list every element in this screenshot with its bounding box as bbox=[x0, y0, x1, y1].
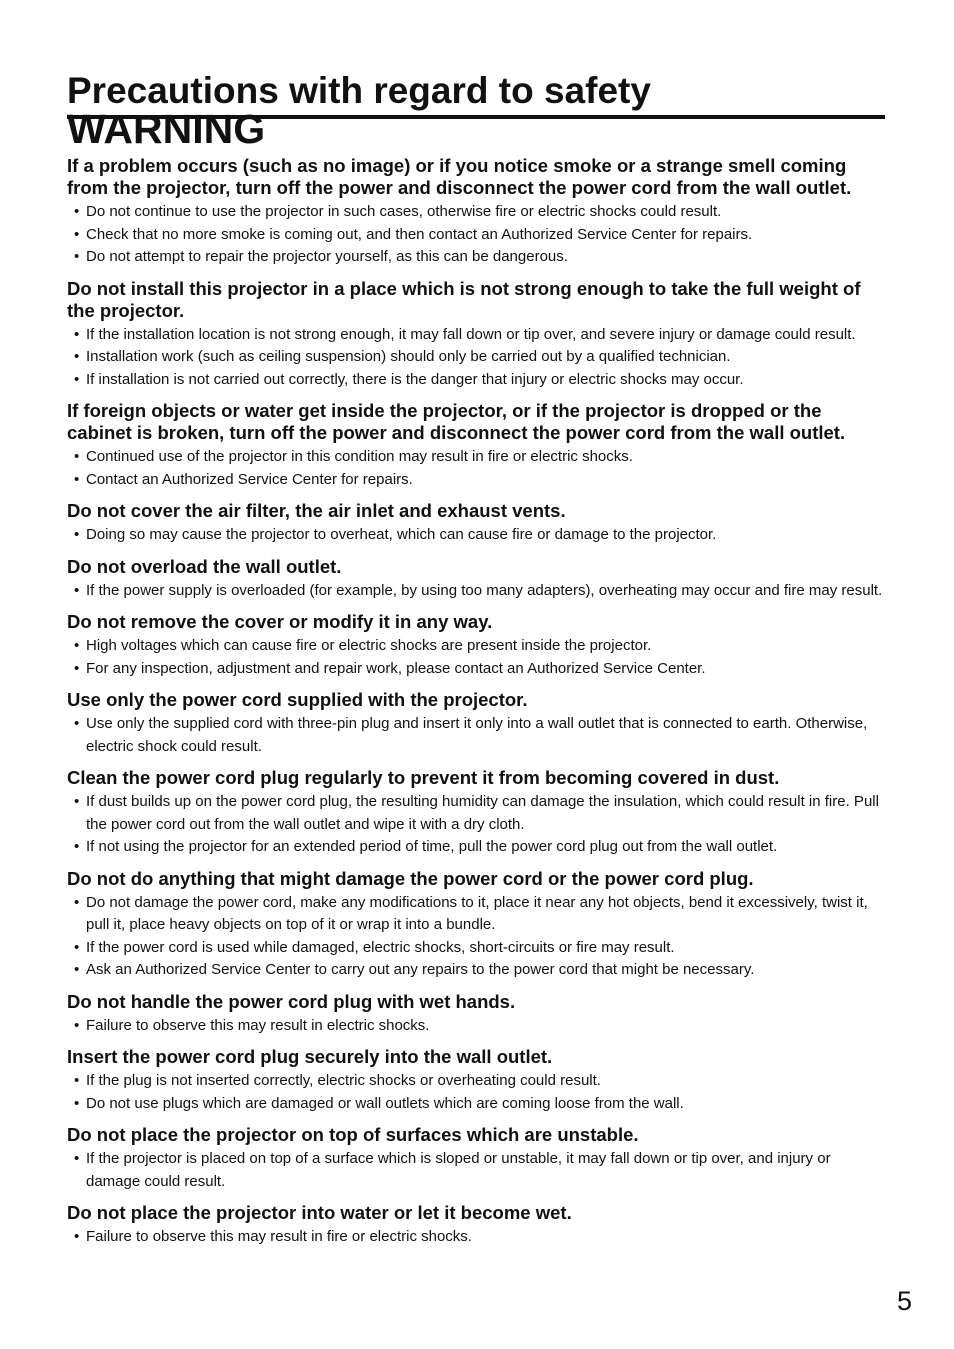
bullet-dot: • bbox=[74, 526, 80, 543]
bullet-text: High voltages which can cause fire or electric shocks are present inside the projector. bbox=[86, 637, 652, 654]
bullet-list bbox=[67, 580, 885, 603]
bullet-item bbox=[67, 346, 885, 369]
bullet-item bbox=[67, 1148, 885, 1193]
bullet-list bbox=[67, 1226, 885, 1249]
section-heading: If a problem occurs (such as no image) or if you notice smoke or a strange smell coming from the projector, turn off the power and disconnect the power cord from the wall outlet. bbox=[67, 155, 852, 198]
warning-section bbox=[67, 278, 885, 392]
bullet-item bbox=[67, 201, 885, 224]
section-heading: Do not do anything that might damage the power cord or the power cord plug. bbox=[67, 867, 754, 889]
bullet-dot: • bbox=[74, 1072, 80, 1089]
bullet-text: Do not use plugs which are damaged or wall outlets which are coming loose from the wall. bbox=[86, 1094, 684, 1112]
bullet-text: If installation is not carried out correctly, there is the danger that injury or electric shocks may occur. bbox=[86, 370, 744, 388]
bullet-dot: • bbox=[74, 715, 80, 732]
bullet-text: If the power supply is overloaded (for example, by using too many adapters), overheating may occur and fire may result. bbox=[86, 581, 883, 599]
bullet-dot: • bbox=[74, 203, 80, 220]
bullet-item bbox=[67, 1015, 885, 1038]
bullet-item bbox=[67, 836, 885, 859]
bullet-dot: • bbox=[74, 1150, 80, 1167]
section-heading: Do not place the projector on top of surfaces which are unstable. bbox=[67, 1124, 639, 1145]
bullet-item bbox=[67, 469, 885, 492]
bullet-dot: • bbox=[74, 838, 80, 855]
bullet-item bbox=[67, 524, 885, 547]
bullet-list bbox=[67, 201, 885, 269]
bullet-dot: • bbox=[74, 938, 80, 956]
bullet-item bbox=[67, 369, 885, 392]
section-heading: If foreign objects or water get inside the projector, or if the projector is dropped or the cabinet is broken, turn off the power and disconnect the power cord from the wall outlet. bbox=[67, 400, 846, 443]
section-heading: Do not overload the wall outlet. bbox=[67, 555, 342, 577]
bullet-item bbox=[67, 446, 885, 469]
bullet-text: If the plug is not inserted correctly, electric shocks or overheating could result. bbox=[86, 1072, 601, 1089]
bullet-dot: • bbox=[74, 348, 80, 365]
bullet-text: Ask an Authorized Service Center to carry out any repairs to the power cord that might be necessary. bbox=[86, 961, 755, 978]
page-title: Precautions with regard to safety bbox=[67, 67, 885, 119]
bullet-item bbox=[67, 246, 885, 269]
bullet-dot: • bbox=[74, 248, 80, 265]
bullet-list bbox=[67, 1070, 885, 1115]
bullet-list bbox=[67, 892, 885, 982]
bullet-list bbox=[67, 1015, 885, 1038]
page-number: 5 bbox=[896, 1286, 912, 1316]
bullet-text: Failure to observe this may result in electric shocks. bbox=[86, 1016, 430, 1034]
warning-section bbox=[67, 1046, 885, 1115]
bullet-item bbox=[67, 937, 885, 960]
bullet-text: If the projector is placed on top of a surface which is sloped or unstable, it may fall down or tip over, and injury or damage could result. bbox=[86, 1150, 831, 1190]
bullet-dot: • bbox=[74, 1016, 80, 1034]
section-heading: Clean the power cord plug regularly to prevent it from becoming covered in dust. bbox=[67, 767, 780, 788]
bullet-list bbox=[67, 635, 885, 680]
bullet-text: Installation work (such as ceiling suspension) should only be carried out by a qualified technician. bbox=[86, 348, 731, 365]
bullet-dot: • bbox=[74, 893, 80, 911]
section-heading: Do not handle the power cord plug with wet hands. bbox=[67, 990, 516, 1012]
bullet-dot: • bbox=[74, 225, 80, 243]
bullet-item bbox=[67, 324, 885, 347]
bullet-dot: • bbox=[74, 637, 80, 654]
section-heading: Do not remove the cover or modify it in any way. bbox=[67, 611, 493, 632]
bullet-dot: • bbox=[74, 793, 80, 810]
bullet-text: Do not attempt to repair the projector yourself, as this can be dangerous. bbox=[86, 248, 568, 265]
warning-heading: WARNING bbox=[67, 106, 266, 152]
bullet-text: If the installation location is not strong enough, it may fall down or tip over, and severe injury or damage could result. bbox=[86, 325, 856, 343]
warning-sections bbox=[67, 155, 885, 1258]
bullet-item bbox=[67, 791, 885, 836]
bullet-dot: • bbox=[74, 325, 80, 343]
warning-section bbox=[67, 991, 885, 1038]
bullet-item bbox=[67, 635, 885, 658]
warning-section bbox=[67, 155, 885, 269]
bullet-text: Do not damage the power cord, make any modifications to it, place it near any hot objects, bend it excessively, twist it, pull it, place heavy objects on top of it or wrap it into a bundle. bbox=[86, 893, 868, 933]
bullet-item bbox=[67, 1093, 885, 1116]
bullet-item bbox=[67, 658, 885, 681]
warning-section bbox=[67, 767, 885, 859]
section-heading: Do not place the projector into water or let it become wet. bbox=[67, 1202, 572, 1223]
warning-section bbox=[67, 1202, 885, 1249]
bullet-item bbox=[67, 580, 885, 603]
bullet-text: Doing so may cause the projector to overheat, which can cause fire or damage to the projector. bbox=[86, 526, 717, 543]
bullet-dot: • bbox=[74, 961, 80, 978]
warning-section bbox=[67, 400, 885, 491]
bullet-dot: • bbox=[74, 581, 80, 599]
warning-section bbox=[67, 868, 885, 982]
bullet-dot: • bbox=[74, 470, 80, 488]
bullet-text: If not using the projector for an extended period of time, pull the power cord plug out from the wall outlet. bbox=[86, 838, 778, 855]
bullet-list bbox=[67, 791, 885, 859]
bullet-item bbox=[67, 224, 885, 247]
bullet-item bbox=[67, 1070, 885, 1093]
section-heading: Insert the power cord plug securely into the wall outlet. bbox=[67, 1046, 553, 1067]
section-heading: Use only the power cord supplied with the projector. bbox=[67, 689, 528, 710]
bullet-dot: • bbox=[74, 448, 80, 465]
bullet-dot: • bbox=[74, 370, 80, 388]
bullet-list bbox=[67, 446, 885, 491]
warning-section bbox=[67, 611, 885, 680]
section-heading: Do not cover the air filter, the air inlet and exhaust vents. bbox=[67, 500, 566, 521]
warning-section bbox=[67, 500, 885, 547]
bullet-dot: • bbox=[74, 1228, 80, 1245]
bullet-text: For any inspection, adjustment and repair work, please contact an Authorized Service Center. bbox=[86, 659, 706, 677]
bullet-list bbox=[67, 713, 885, 758]
warning-section bbox=[67, 1124, 885, 1193]
bullet-dot: • bbox=[74, 659, 80, 677]
bullet-text: Check that no more smoke is coming out, and then contact an Authorized Service Center for repairs. bbox=[86, 225, 753, 243]
warning-section bbox=[67, 556, 885, 603]
bullet-text: Contact an Authorized Service Center for repairs. bbox=[86, 470, 413, 488]
bullet-item bbox=[67, 892, 885, 937]
bullet-list bbox=[67, 524, 885, 547]
bullet-text: If dust builds up on the power cord plug, the resulting humidity can damage the insulation, which could result in fire. Pull the power cord out from the wall outlet and wipe it with a dry cloth. bbox=[86, 793, 879, 833]
warning-section bbox=[67, 689, 885, 758]
bullet-text: Do not continue to use the projector in such cases, otherwise fire or electric shocks could result. bbox=[86, 203, 722, 220]
bullet-list bbox=[67, 324, 885, 392]
bullet-text: Failure to observe this may result in fire or electric shocks. bbox=[86, 1228, 472, 1245]
bullet-dot: • bbox=[74, 1094, 80, 1112]
bullet-item bbox=[67, 959, 885, 982]
bullet-text: If the power cord is used while damaged, electric shocks, short-circuits or fire may result. bbox=[86, 938, 675, 956]
section-heading: Do not install this projector in a place which is not strong enough to take the full weight of the projector. bbox=[67, 277, 861, 321]
bullet-item bbox=[67, 1226, 885, 1249]
bullet-text: Continued use of the projector in this condition may result in fire or electric shocks. bbox=[86, 448, 633, 465]
bullet-list bbox=[67, 1148, 885, 1193]
bullet-item bbox=[67, 713, 885, 758]
bullet-text: Use only the supplied cord with three-pin plug and insert it only into a wall outlet that is connected to earth. Otherwise, electric shock could result. bbox=[86, 715, 868, 755]
